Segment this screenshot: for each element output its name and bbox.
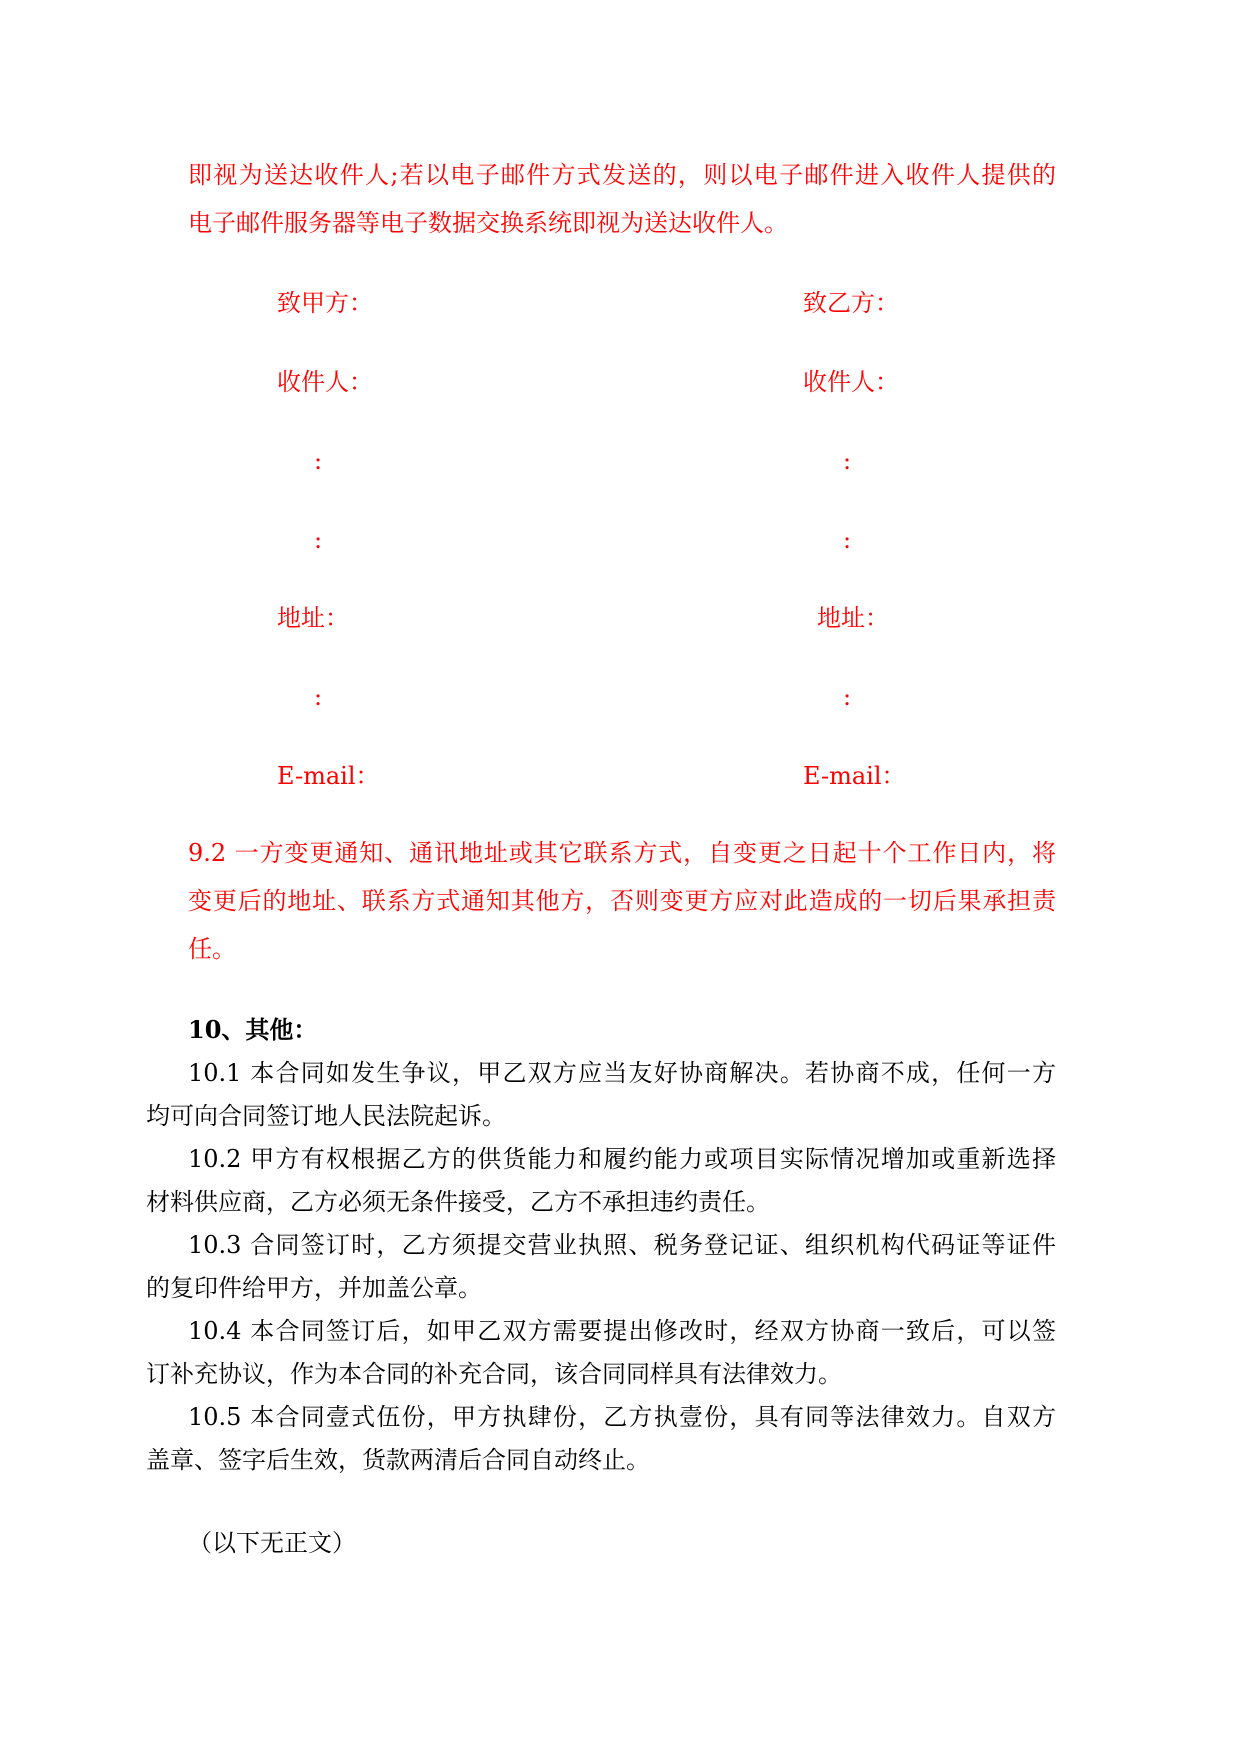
party-b-colon-1: : <box>843 447 852 475</box>
end-note: （以下无正文） <box>188 1529 356 1557</box>
party-b-recipient: 收件人： <box>803 368 899 396</box>
clause-10-1-line-2: 均可向合同签订地人民法院起诉。 <box>146 1102 506 1130</box>
party-b-to: 致乙方： <box>803 289 899 317</box>
party-b-address: 地址： <box>817 604 889 632</box>
party-a-address: 地址： <box>277 604 349 632</box>
party-b-colon-3: : <box>843 683 852 711</box>
clause-10-1-line-1: 10.1 本合同如发生争议，甲乙双方应当友好协商解决。若协商不成，任何一方 <box>188 1059 1056 1087</box>
party-b-colon-2: : <box>843 526 852 554</box>
party-b-email: E-mail： <box>803 762 906 790</box>
section-10-heading: 10、其他： <box>188 1015 318 1044</box>
clause-10-4-line-1: 10.4 本合同签订后，如甲乙双方需要提出修改时，经双方协商一致后，可以签 <box>188 1317 1056 1345</box>
party-a-email: E-mail： <box>277 762 380 790</box>
party-a-recipient: 收件人： <box>277 368 373 396</box>
party-a-to: 致甲方： <box>277 289 373 317</box>
clause-10-5-line-1: 10.5 本合同壹式伍份，甲方执肆份，乙方执壹份，具有同等法律效力。自双方 <box>188 1403 1056 1431</box>
clause-10-5-line-2: 盖章、签字后生效，货款两清后合同自动终止。 <box>146 1446 650 1474</box>
clause-10-2-line-1: 10.2 甲方有权根据乙方的供货能力和履约能力或项目实际情况增加或重新选择 <box>188 1145 1056 1173</box>
clause-9-2-line-3: 任。 <box>188 935 236 963</box>
party-a-colon-3: : <box>314 683 323 711</box>
intro-line-2: 电子邮件服务器等电子数据交换系统即视为送达收件人。 <box>188 209 788 237</box>
party-a-colon-2: : <box>314 526 323 554</box>
clause-10-4-line-2: 订补充协议，作为本合同的补充合同，该合同同样具有法律效力。 <box>146 1360 842 1388</box>
clause-9-2-line-1: 9.2 一方变更通知、通讯地址或其它联系方式，自变更之日起十个工作日内，将 <box>188 839 1056 867</box>
intro-line-1: 即视为送达收件人;若以电子邮件方式发送的，则以电子邮件进入收件人提供的 <box>188 161 1056 189</box>
clause-10-2-line-2: 材料供应商，乙方必须无条件接受，乙方不承担违约责任。 <box>146 1188 770 1216</box>
clause-10-3-line-1: 10.3 合同签订时，乙方须提交营业执照、税务登记证、组织机构代码证等证件 <box>188 1231 1056 1259</box>
party-a-colon-1: : <box>314 447 323 475</box>
clause-9-2-line-2: 变更后的地址、联系方式通知其他方，否则变更方应对此造成的一切后果承担责 <box>188 887 1056 915</box>
clause-10-3-line-2: 的复印件给甲方，并加盖公章。 <box>146 1274 482 1302</box>
